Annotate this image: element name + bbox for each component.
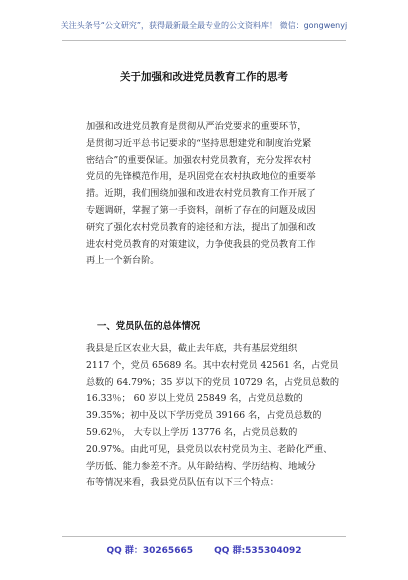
- footer-contact: [0, 543, 408, 556]
- text-line: 20.97%。由此可见，县党员以农村党员为主、老龄化严重、: [86, 443, 333, 455]
- text-line: 措。近期，我们围绕加强和改进农村党员教育工作开展了: [86, 188, 316, 200]
- text-line: 16.33％； 60 岁以上党员 25849 名，占党员总数的: [86, 393, 303, 405]
- section-paragraph: [86, 341, 340, 492]
- qq-group-1: QQ 群：30265665: [106, 546, 193, 556]
- header-note: 关注头条号“公文研究”，获得最新最全最专业的公文资料库！ 微信：gongwenyj: [60, 21, 348, 30]
- text-line: 专题调研，掌握了第一手资料，剖析了存在的问题及成因: [86, 204, 316, 216]
- text-line: 我县是丘区农业大县，截止去年底，共有基层党组织: [86, 343, 298, 354]
- header-divider: [62, 40, 346, 41]
- section-heading: 一、党员队伍的总体情况: [97, 321, 201, 332]
- text-line: 59.62％， 大专以上学历 13776 名，占党员总数的: [86, 426, 298, 438]
- footer-divider: [62, 536, 346, 537]
- text-line: 学历低、能力参差不齐。从年龄结构、学历结构、地域分: [86, 460, 316, 472]
- text-line: 2117 个，党员 65689 名。其中农村党员 42561 名，占党员: [86, 359, 339, 371]
- text-line: 是贯彻习近平总书记要求的“坚持思想建党和制度治党紧: [86, 137, 312, 149]
- text-line: 党员的先锋模范作用，是巩固党在农村执政地位的重要举: [86, 171, 316, 183]
- text-line: 总数的 64.79%；35 岁以下的党员 10729 名，占党员总数的: [86, 376, 340, 388]
- document-title: 关于加强和改进党员教育工作的思考: [120, 71, 288, 83]
- text-line: 加强和改进党员教育是贯彻从严治党要求的重要环节，: [86, 121, 307, 132]
- text-line: 39.35%；初中及以下学历党员 39166 名，占党员总数的: [86, 410, 322, 422]
- text-line: 再上一个新台阶。: [86, 255, 160, 267]
- text-line: 研究了强化农村党员教育的途径和方法，提出了加强和改: [86, 221, 316, 233]
- text-line: 进农村党员教育的对策建议，力争使我县的党员教育工作: [86, 238, 316, 250]
- text-line: 密结合”的重要保证。加强农村党员教育，充分发挥农村: [86, 154, 312, 166]
- qq-group-2: QQ 群:535304092: [214, 546, 302, 556]
- text-line: 布等情况来看，我县党员队伍有以下三个特点：: [86, 477, 279, 489]
- intro-paragraph: [86, 119, 326, 270]
